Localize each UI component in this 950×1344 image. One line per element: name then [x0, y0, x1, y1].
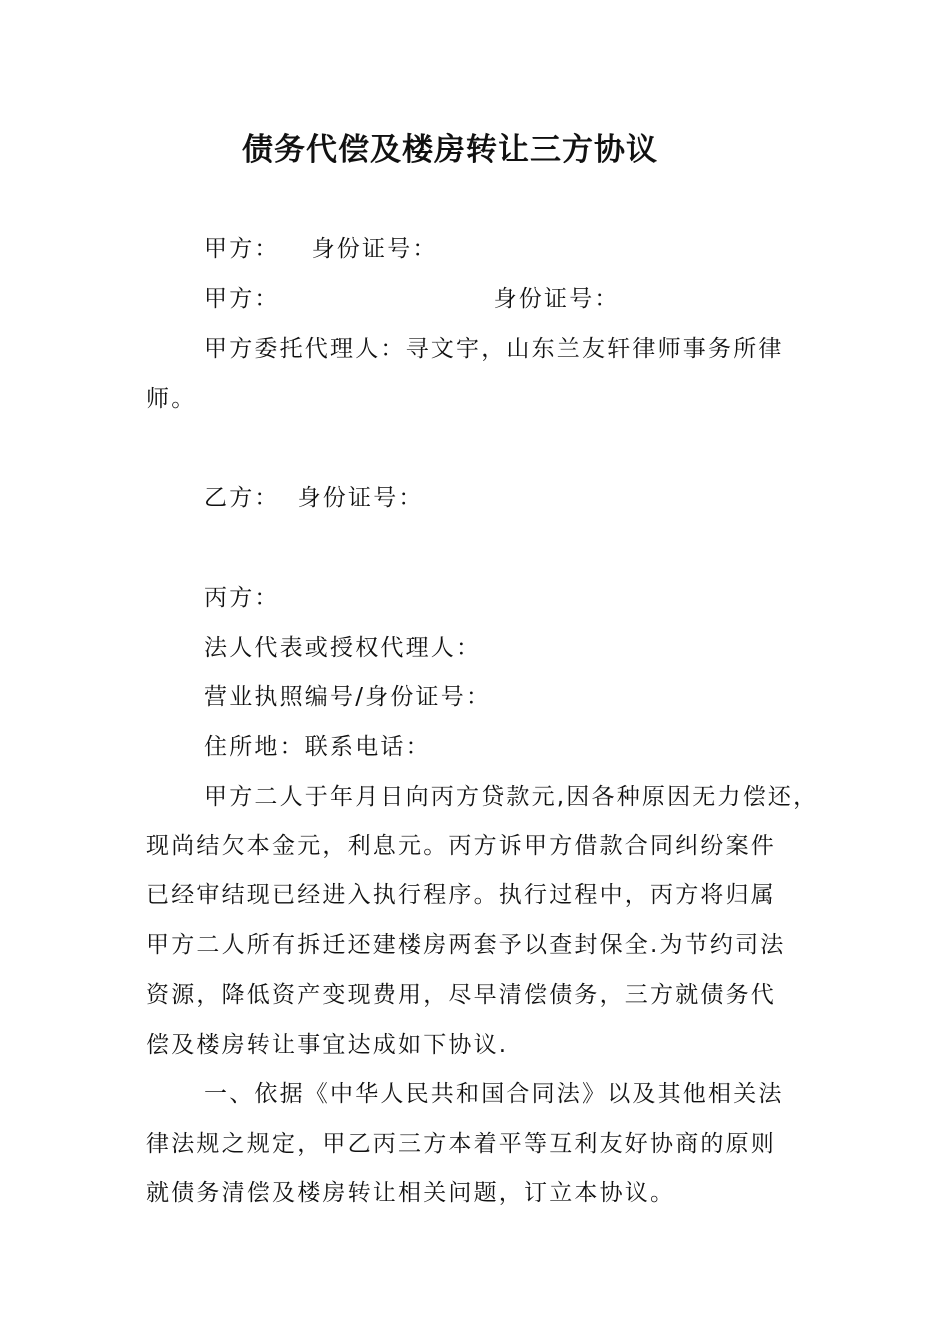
party-a1-line [204, 233, 438, 265]
legal-rep-line: 法人代表或授权代理人： [204, 635, 482, 661]
agent-line-1: 甲方委托代理人：寻文宇，山东兰友轩律师事务所律 [204, 336, 784, 362]
party-c-line: 丙方： [204, 585, 280, 611]
paragraph-2-line-1: 一、依据《中华人民共和国合同法》以及其他相关法 [204, 1081, 784, 1107]
party-b-id-label: 身份证号： [297, 485, 424, 511]
agent-line-2: 师。 [146, 386, 197, 412]
party-a2-id-label: 身份证号： [493, 286, 620, 312]
paragraph-1-line-6: 偿及楼房转让事宜达成如下协议. [146, 1032, 509, 1058]
party-a2-label: 甲方： [204, 286, 280, 312]
paragraph-2-line-3: 就债务清偿及楼房转让相关问题，订立本协议。 [146, 1180, 676, 1206]
paragraph-1-line-2: 现尚结欠本金元，利息元。丙方诉甲方借款合同纠纷案件 [146, 833, 776, 859]
party-a1-label: 甲方： [204, 236, 280, 262]
address-line: 住所地：联系电话： [204, 734, 431, 760]
document-title: 债务代偿及楼房转让三方协议 [242, 132, 658, 168]
license-line: 营业执照编号/身份证号： [204, 684, 492, 710]
party-a1-id-label: 身份证号： [311, 236, 438, 262]
paragraph-1-line-1: 甲方二人于年月日向丙方贷款元,因各种原因无力偿还， [204, 784, 819, 810]
party-b-label: 乙方： [204, 485, 280, 511]
paragraph-1-line-4: 甲方二人所有拆迁还建楼房两套予以查封保全.为节约司法 [146, 932, 786, 958]
party-a2-line [204, 283, 620, 315]
paragraph-1-line-3: 已经审结现已经进入执行程序。执行过程中，丙方将归属 [146, 882, 776, 908]
paragraph-1-line-5: 资源，降低资产变现费用，尽早清偿债务，三方就债务代 [146, 982, 776, 1008]
party-b-line [204, 482, 424, 514]
paragraph-2-line-2: 律法规之规定，甲乙丙三方本着平等互利友好协商的原则 [146, 1131, 776, 1157]
